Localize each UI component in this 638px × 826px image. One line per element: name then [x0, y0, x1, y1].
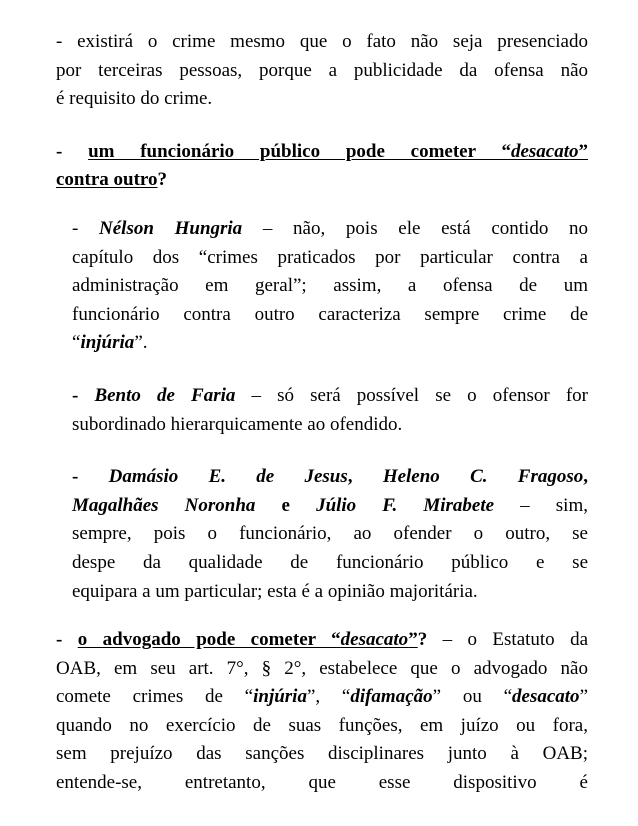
- text-line: equipara a um particular; esta é a opinião majoritária.: [72, 580, 478, 602]
- text-line: é requisito do crime.: [56, 88, 213, 110]
- term-difamacao: difamação: [350, 686, 433, 708]
- author-name: Bento de Faria: [94, 384, 236, 406]
- author-name: Nélson Hungria: [99, 217, 243, 239]
- text-line: entende-se, entretanto, que esse dispositivo é: [56, 772, 588, 794]
- text-line: quando no exercício de suas funções, em juízo ou fora,: [56, 714, 588, 736]
- text-line: subordinado hierarquicamente ao ofendido.: [72, 413, 403, 435]
- text-line: por terceiras pessoas, porque a publicidade da ofensa não: [56, 59, 588, 81]
- text-line: despe da qualidade de funcionário público e se: [72, 551, 588, 573]
- question-public-servant: - um funcionário público pode cometer “desacato” contra outro?: [56, 140, 588, 191]
- text-line: sempre, pois o funcionário, ao ofender o outro, se: [72, 523, 588, 545]
- opinion-majority: - Damásio E. de Jesus, Heleno C. Fragoso, Magalhães Noronha e Júlio F. Mirabete – sim, sempre, pois o funcionário, ao ofender o outro, se despe da qualidade de funcionário público e se equipara a um particular; esta é a opinião majoritária.: [72, 463, 588, 606]
- text-line: sem prejuízo das sanções disciplinares junto à OAB;: [56, 743, 588, 765]
- author-name: Heleno C. Fragoso: [382, 466, 584, 488]
- text-line: OAB, em seu art. 7°, § 2°, estabelece que o advogado não: [56, 657, 588, 679]
- opinion-bento-de-faria: - Bento de Faria – só será possível se o ofensor for subordinado hierarquicamente ao ofendido.: [72, 382, 588, 439]
- term-desacato: desacato: [512, 686, 580, 708]
- text-line: capítulo dos “crimes praticados por particular contra a: [72, 246, 588, 268]
- question-lawyer: - o advogado pode cometer “desacato”? – o Estatuto da OAB, em seu art. 7°, § 2°, estabelece que o advogado não comete crimes de “injúria”, “difamação” ou “desacato” quando no exercício de suas funções, em juízo ou fora, sem prejuízo das sanções disciplinares junto à OAB; entende-se, entretanto, que esse dispositivo é: [56, 626, 588, 798]
- author-name: Magalhães Noronha: [72, 494, 256, 516]
- term-desacato: desacato: [340, 629, 409, 651]
- document-page: [56, 28, 588, 798]
- term-desacato: desacato: [510, 140, 579, 162]
- paragraph-publicity: [56, 28, 588, 114]
- opinion-nelson-hungria: - Nélson Hungria – não, pois ele está contido no capítulo dos “crimes praticados por particular contra a administração em geral”; assim, a ofensa de um funcionário contra outro caracteriza sempre crime de “injúria”.: [72, 217, 589, 354]
- author-name: Júlio F. Mirabete: [316, 494, 495, 516]
- text-line: - existirá o crime mesmo que o fato não seja presenciado: [56, 31, 588, 52]
- text-line: funcionário contra outro caracteriza sempre crime de: [72, 303, 588, 325]
- text-line: administração em geral”; assim, a ofensa de um: [72, 275, 588, 297]
- author-name: Damásio E. de Jesus: [108, 466, 348, 488]
- term-injuria: injúria: [80, 332, 135, 354]
- term-injuria: injúria: [253, 686, 307, 708]
